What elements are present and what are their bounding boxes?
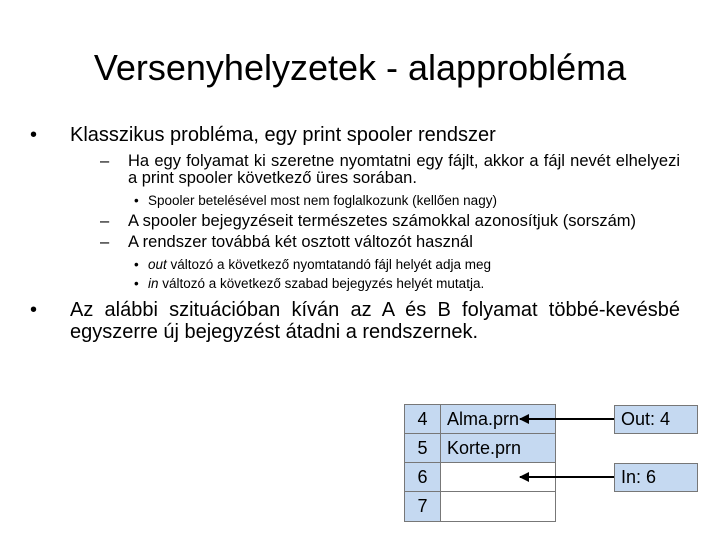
dash-symbol: – — [100, 212, 110, 230]
spooler-slot-number: 4 — [405, 405, 441, 434]
spooler-slot-number: 7 — [405, 492, 441, 521]
bullet-symbol: • — [134, 257, 139, 272]
in-variable: in — [148, 276, 159, 291]
bullet-symbol: • — [30, 124, 38, 146]
spooler-file-name: Alma.prn — [441, 405, 555, 434]
bullet-2-text: Az alábbi szituációban kíván az A és B folyamat többé-kevésbé egyszerre új bejegyzést átadni a rendszernek. — [70, 299, 680, 343]
bullet-1-text: Klasszikus probléma, egy print spooler rendszer — [70, 124, 496, 146]
bullet-1-3-text: A rendszer továbbá két osztott változót használ — [128, 233, 473, 251]
dash-symbol: – — [100, 152, 110, 170]
spooler-file-name: Korte.prn — [441, 434, 555, 463]
spooler-slot-number: 5 — [405, 434, 441, 463]
dash-symbol: – — [100, 233, 110, 251]
bullet-symbol: • — [30, 299, 38, 321]
bullet-1-3-2-text: változó a következő szabad bejegyzés helyét mutatja. — [158, 276, 485, 291]
in-pointer-box: In: 6 — [614, 463, 698, 492]
bullet-symbol: • — [134, 276, 139, 291]
bullet-symbol: • — [134, 193, 139, 208]
bullet-1-1-text: Ha egy folyamat ki szeretne nyomtatni egy fájlt, akkor a fájl nevét elhelyezi a print spooler következő üres sorában. — [128, 152, 680, 187]
spooler-slot-number: 6 — [405, 463, 441, 492]
bullet-1-1-1-text: Spooler betelésével most nem foglalkozunk (kellően nagy) — [148, 193, 497, 208]
bullet-1-3-1-text: változó a következő nyomtatandó fájl helyét adja meg — [166, 257, 491, 272]
bullet-1-2-text: A spooler bejegyzéseit természetes számokkal azonosítjuk (sorszám) — [128, 212, 637, 230]
out-pointer-box: Out: 4 — [614, 405, 698, 434]
out-variable: out — [148, 257, 167, 272]
page-title: Versenyhelyzetek - alapprobléma — [93, 47, 627, 88]
